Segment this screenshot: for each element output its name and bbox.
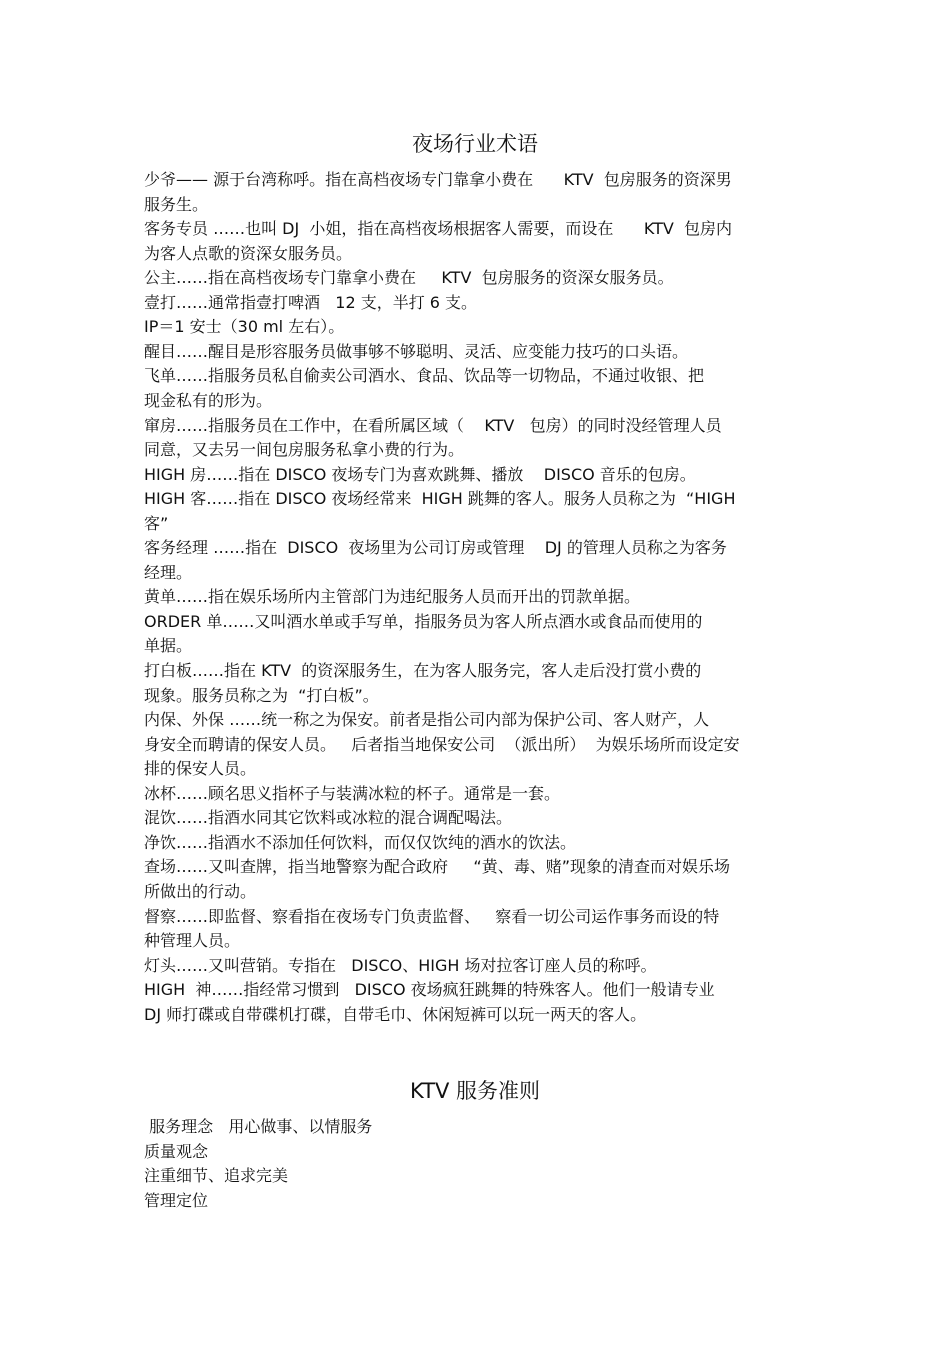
text-line: 内保、外保 ……统一称之为保安。前者是指公司内部为保护公司、客人财产，人 <box>144 710 710 730</box>
text-line: 净饮……指酒水不添加任何饮料，而仅仅饮纯的酒水的饮法。 <box>144 832 577 852</box>
text-line: 客务专员 ……也叫 DJ 小姐，指在高档夜场根据客人需要，而设在 KTV 包房内 <box>144 219 733 239</box>
text-line: 黄单……指在娱乐场所内主管部门为违纪服务人员而开出的罚款单据。 <box>144 587 641 607</box>
text-line: DJ 师打碟或自带碟机打碟，自带毛巾、休闲短裤可以玩一两天的客人。 <box>144 1004 647 1024</box>
text-line: 现象。服务员称之为 “打白板”。 <box>144 685 379 705</box>
text-line: 所做出的行动。 <box>144 881 257 901</box>
text-line: 排的保安人员。 <box>144 759 257 779</box>
text-line: 冰杯……顾名思义指杯子与装满冰粒的杯子。通常是一套。 <box>144 783 561 803</box>
section-title-terms: 夜场行业术语 <box>412 132 538 156</box>
text-line: 注重细节、追求完美 <box>144 1166 289 1185</box>
text-line: 查场……又叫查牌，指当地警察为配合政府 “黄、毒、赌”现象的清查而对娱乐场 <box>144 857 731 877</box>
section-title-ktv-rules: KTV 服务准则 <box>409 1079 540 1103</box>
text-line: 醒目……醒目是形容服务员做事够不够聪明、灵活、应变能力技巧的口头语。 <box>144 341 689 361</box>
text-line: 督察……即监督、察看指在夜场专门负责监督、 察看一切公司运作事务而设的特 <box>144 906 720 926</box>
text-line: 打白板……指在 KTV 的资深服务生，在为客人服务完，客人走后没打赏小费的 <box>144 661 702 680</box>
text-line: ORDER 单……又叫酒水单或手写单，指服务员为客人所点酒水或食品而使用的 <box>144 611 703 631</box>
text-line: 服务生。 <box>144 194 209 214</box>
text-line: 壹打……通常指壹打啤酒 12 支，半打 6 支。 <box>144 292 478 312</box>
text-line: 混饮……指酒水同其它饮料或冰粒的混合调配喝法。 <box>144 808 513 828</box>
text-line: 服务理念 用心做事、以情服务 <box>144 1117 373 1136</box>
text-line: HIGH 神……指经常习惯到 DISCO 夜场疯狂跳舞的特殊客人。他们一般请专业 <box>144 980 715 1000</box>
text-line: 窜房……指服务员在工作中，在看所属区域（ KTV 包房）的同时没经管理人员 <box>144 415 722 435</box>
text-line: HIGH 客……指在 DISCO 夜场经常来 HIGH 跳舞的客人。服务人员称之为 “HIGH <box>144 489 736 509</box>
text-line: 身安全而聘请的保安人员。 后者指当地保安公司 （派出所） 为娱乐场所而设定安 <box>144 734 740 754</box>
text-line: 管理定位 <box>144 1190 209 1210</box>
text-line: 客” <box>144 513 169 533</box>
text-line: 飞单……指服务员私自偷卖公司酒水、食品、饮品等一切物品，不通过收银、把 <box>144 366 705 386</box>
text-line: 经理。 <box>144 562 193 582</box>
text-line: 同意，又去另一间包房服务私拿小费的行为。 <box>144 440 465 460</box>
text-line: 现金私有的形为。 <box>144 390 273 410</box>
text-line: 单据。 <box>144 636 193 656</box>
text-line: 种管理人员。 <box>144 931 241 951</box>
text-line: 灯头……又叫营销。专指在 DISCO、HIGH 场对拉客订座人员的称呼。 <box>144 955 657 975</box>
text-line: 公主……指在高档夜场专门靠拿小费在 KTV 包房服务的资深女服务员。 <box>144 268 674 288</box>
text-line: IP＝1 安士（30 ml 左右）。 <box>144 317 345 337</box>
text-line: 为客人点歌的资深女服务员。 <box>144 243 353 263</box>
text-line: 少爷—— 源于台湾称呼。指在高档夜场专门靠拿小费在 KTV 包房服务的资深男 <box>144 170 732 189</box>
text-line: HIGH 房……指在 DISCO 夜场专门为喜欢跳舞、播放 DISCO 音乐的包房。 <box>144 464 696 484</box>
text-line: 质量观念 <box>144 1141 209 1161</box>
text-line: 客务经理 ……指在 DISCO 夜场里为公司订房或管理 DJ 的管理人员称之为客务 <box>144 538 727 558</box>
